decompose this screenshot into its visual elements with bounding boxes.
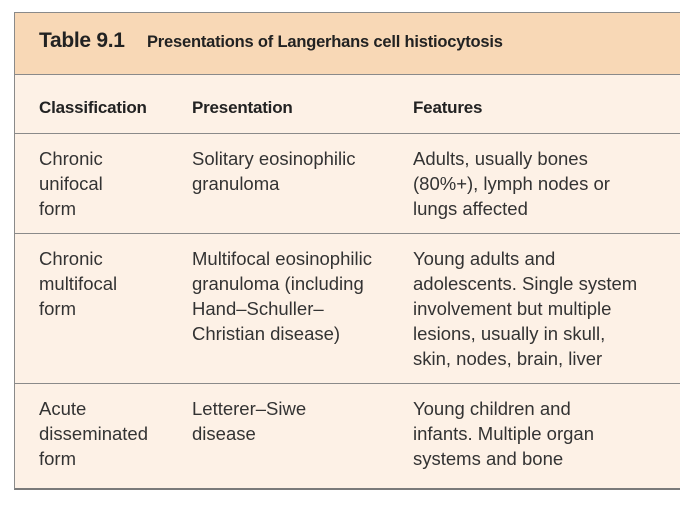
header-classification: Classification <box>39 98 147 117</box>
header-presentation: Presentation <box>192 98 293 117</box>
cell-classification: Chronic unifocal form <box>39 148 103 219</box>
cell-presentation: Solitary eosinophilic granuloma <box>192 148 356 194</box>
cell-classification: Chronic multifocal form <box>39 248 118 319</box>
cell-features: Young adults and adolescents. Single system involvement but multiple lesions, usually in skull, skin, nodes, brain, liver <box>413 248 638 369</box>
table-title-bar <box>15 13 680 75</box>
cell-features: Young children and infants. Multiple organ systems and bone <box>413 398 594 469</box>
table-title: Presentations of Langerhans cell histiocytosis <box>147 33 503 51</box>
cell-features: Adults, usually bones (80%+), lymph nodes or lungs affected <box>413 148 610 219</box>
cell-classification: Acute disseminated form <box>39 398 149 469</box>
cell-presentation: Letterer–Siwe disease <box>192 398 307 444</box>
table-row <box>15 384 680 488</box>
table-row <box>15 134 680 234</box>
table-number: Table 9.1 <box>39 29 125 52</box>
presentations-table <box>14 12 680 490</box>
header-features: Features <box>413 98 483 117</box>
table-header-row <box>15 74 680 134</box>
table-row <box>15 234 680 384</box>
cell-presentation: Multifocal eosinophilic granuloma (including Hand–Schuller– Christian disease) <box>192 248 372 344</box>
